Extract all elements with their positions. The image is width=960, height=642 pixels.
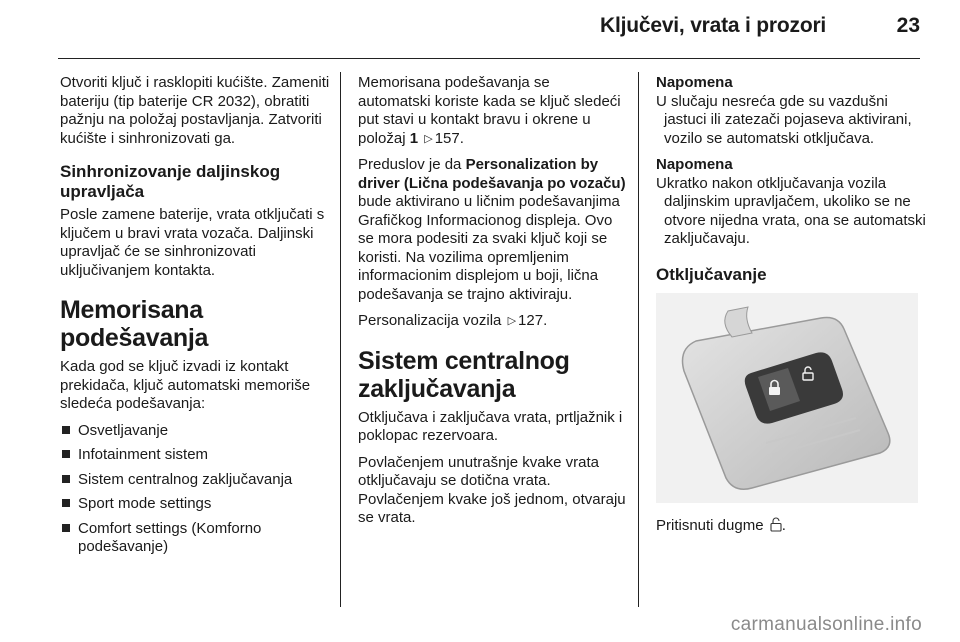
- column-1: [60, 74, 330, 563]
- press-button-label: Pritisnuti dugme: [656, 516, 764, 534]
- memory-usage-body: Memorisana podešavanja se automatski koriste kada se ključ sledeći put stavi u kontakt bravu i okrene u položaj: [358, 74, 621, 147]
- list-item-label: Sistem centralnog zaključavanja: [78, 470, 293, 488]
- sync-heading: Sinhronizovanje daljinskog upravljača: [60, 162, 281, 201]
- precondition-intro: Preduslov je da: [358, 156, 462, 173]
- note-auto-lock-text: Ukratko nakon otključavanja vozila daljinskim upravljačem, ukoliko se ne otvore nijedna vrata, ona se automatski zaključavaju.: [656, 174, 926, 247]
- bullet-square-icon: [62, 426, 70, 434]
- central-locking-text-1: Otključava i zaključava vrata, prtljažnik i poklopac rezervoara.: [358, 408, 623, 444]
- list-item: [60, 446, 330, 465]
- press-button-text: Pritisnuti dugme .: [656, 516, 786, 534]
- remote-key-illustration: [656, 293, 918, 503]
- bullet-square-icon: [62, 524, 70, 532]
- list-item: [60, 520, 330, 557]
- sync-text: Posle zamene baterije, vrata otključati s ključem u bravi vrata vozača. Daljinski upravljač će se sinhronizovati uključivanjem kontakta.: [60, 206, 325, 279]
- page-header-title: Ključevi, vrata i prozori: [600, 14, 827, 37]
- bullet-square-icon: [62, 499, 70, 507]
- list-item-label: Comfort settings (Komforno podešavanje): [78, 519, 262, 555]
- note-label: Napomena: [656, 156, 733, 173]
- note-airbag-text: U slučaju nesreća gde su vazdušni jastuci ili zatezači pojaseva aktivirani, vozilo se automatski otključava.: [656, 92, 912, 147]
- personalization-ref-text: [358, 312, 626, 331]
- column-3: [656, 74, 926, 543]
- memory-text: Kada god se ključ izvadi iz kontakt prekidača, ključ automatski memoriše sledeća podešavanja:: [60, 358, 311, 412]
- list-item-label: Infotainment sistem: [78, 446, 209, 463]
- personalization-ref-label: Personalizacija vozila: [358, 312, 502, 329]
- column-divider-1: [340, 72, 341, 607]
- battery-intro-text: Otvoriti ključ i rasklopiti kućište. Zameniti bateriju (tip baterije CR 2032), obratiti pažnju na položaj postavljanja. Zatvoriti kućište i sinhronizovati ga.: [60, 74, 330, 147]
- precondition-body: bude aktivirano u ličnim podešavanjima Grafičkog Informacionog displeja. Ovo se mora podesiti za svaki ključ koji se koristi. Na vozilima opremljenim informacionim displejom u boji, lična podešavanja se trajno aktiviraju.: [358, 193, 620, 303]
- header-rule: [58, 58, 920, 59]
- page-ref: 157.: [434, 129, 464, 147]
- list-item: [60, 422, 330, 441]
- column-2: [358, 74, 626, 536]
- bullet-square-icon: [62, 475, 70, 483]
- central-locking-text-2: Povlačenjem unutrašnje kvake vrata otključavaju se dotična vrata. Povlačenjem kvake još jednom, otvaraju se vrata.: [358, 453, 626, 526]
- list-item-label: Sport mode settings: [78, 495, 212, 512]
- note-label: Napomena: [656, 74, 733, 91]
- page-ref: 127.: [518, 312, 548, 329]
- list-item-label: Osvetljavanje: [78, 421, 169, 439]
- page-ref-arrow-icon: ▷: [424, 132, 433, 145]
- page-ref-arrow-icon: ▷: [507, 315, 517, 327]
- memory-bullet-list: [60, 422, 330, 557]
- memory-usage-text: [358, 74, 626, 148]
- column-divider-2: [638, 72, 639, 607]
- unlocking-heading: Otključavanje: [656, 264, 767, 284]
- unlock-icon: [770, 517, 782, 532]
- ignition-position: 1: [409, 129, 419, 147]
- bullet-square-icon: [62, 450, 70, 458]
- page-number: 23: [896, 14, 920, 37]
- list-item: [60, 471, 330, 490]
- central-locking-heading: Sistem centralnog zaključavanja: [358, 346, 570, 403]
- personalization-setting-name: Personalization by driver (Lična podešavanja po vozaču): [358, 156, 626, 192]
- precondition-text: [358, 156, 626, 304]
- remote-key-image: [656, 293, 918, 503]
- watermark: carmanualsonline.info: [730, 614, 922, 635]
- memory-heading: Memorisana podešavanja: [60, 296, 209, 352]
- list-item: [60, 495, 330, 514]
